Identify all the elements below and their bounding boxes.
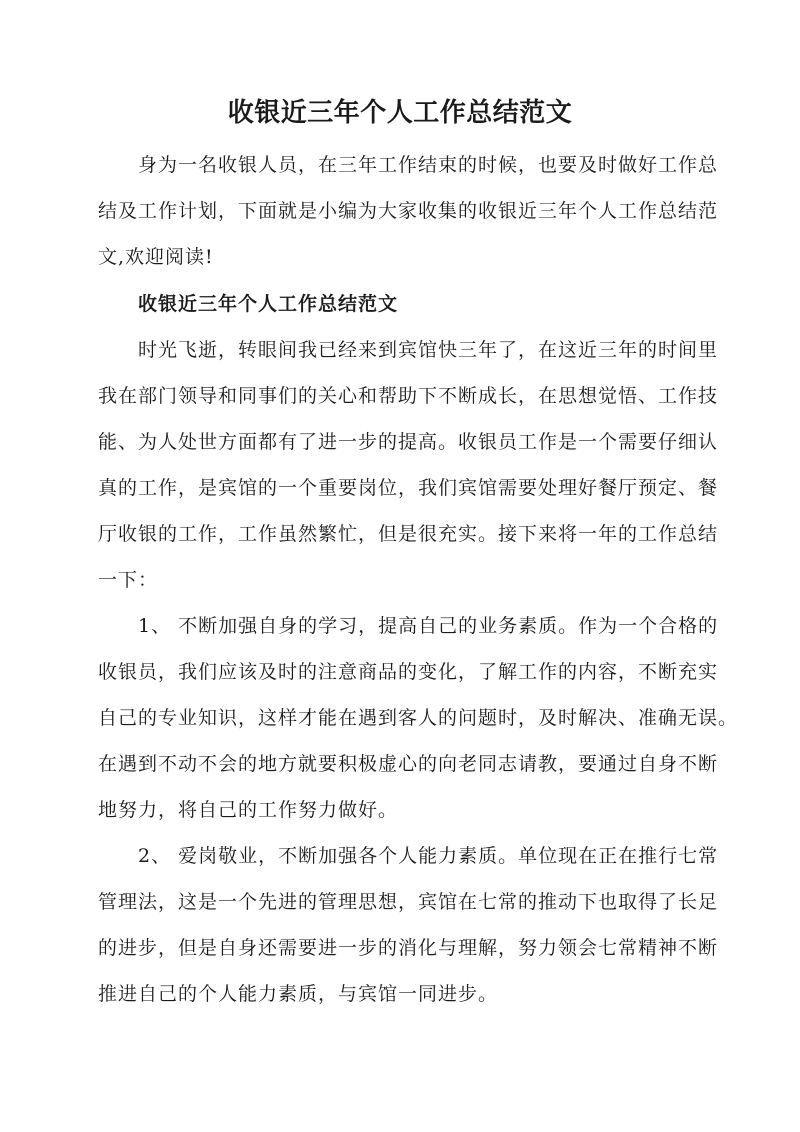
intro-line: 文,欢迎阅读! — [98, 246, 214, 268]
list-item-line: 2、 爱岗敬业，不断加强各个人能力素质。单位现在正在推行七常 — [138, 845, 719, 867]
list-item-line: 在遇到不动不会的地方就要积极虚心的向老同志请教，要通过自身不断 — [98, 753, 719, 775]
paragraph-line: 我在部门领导和同事们的关心和帮助下不断成长，在思想觉悟、工作技 — [98, 385, 719, 407]
list-item-line: 管理法，这是一个先进的管理思想，宾馆在七常的推动下也取得了长足 — [98, 891, 719, 913]
list-item-line: 收银员，我们应该及时的注意商品的变化，了解工作的内容，不断充实 — [98, 661, 719, 683]
section-subtitle: 收银近三年个人工作总结范文 — [138, 293, 399, 315]
document-title: 收银近三年个人工作总结范文 — [227, 98, 573, 128]
list-item-line: 推进自己的个人能力素质，与宾馆一同进步。 — [98, 983, 499, 1005]
list-item-line: 自己的专业知识，这样才能在遇到客人的问题时，及时解决、准确无误。 — [98, 707, 739, 729]
paragraph-line: 能、为人处世方面都有了进一步的提高。收银员工作是一个需要仔细认 — [98, 431, 719, 453]
paragraph-line: 时光飞逝，转眼间我已经来到宾馆快三年了，在这近三年的时间里 — [138, 339, 719, 361]
list-item-line: 1、 不断加强自身的学习，提高自己的业务素质。作为一个合格的 — [138, 615, 719, 637]
paragraph-line: 厅收银的工作，工作虽然繁忙，但是很充实。接下来将一年的工作总结 — [98, 523, 719, 545]
paragraph-line: 真的工作，是宾馆的一个重要岗位，我们宾馆需要处理好餐厅预定、餐 — [98, 477, 719, 499]
intro-line: 结及工作计划，下面就是小编为大家收集的收银近三年个人工作总结范 — [98, 200, 719, 222]
paragraph-line: 一下： — [98, 569, 159, 591]
list-item-line: 地努力，将自己的工作努力做好。 — [98, 799, 399, 821]
list-item-line: 的进步，但是自身还需要进一步的消化与理解，努力领会七常精神不断 — [98, 937, 719, 959]
intro-line: 身为一名收银人员，在三年工作结束的时候，也要及时做好工作总 — [138, 154, 719, 176]
